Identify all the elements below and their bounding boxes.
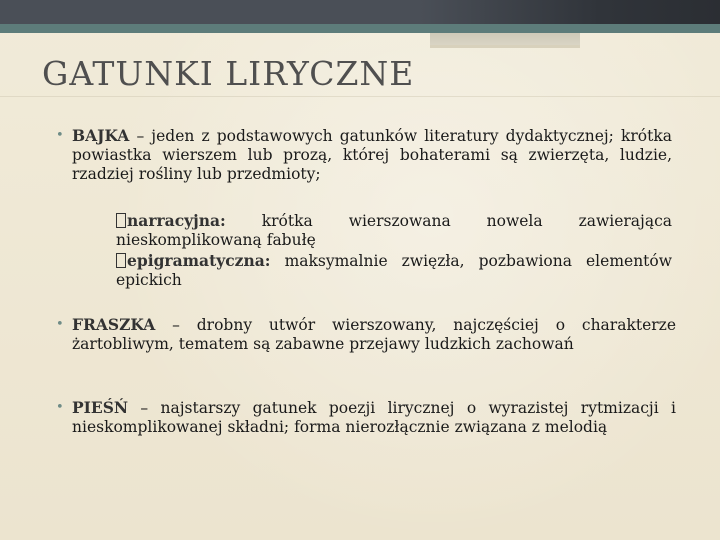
definition-piesn: – najstarszy gatunek poezji lirycznej o wyrazistej rytmizacji i nieskomplikowanej składni; forma nierozłącznie związana z melodią — [72, 399, 676, 436]
definition-narracyjna: krótka wierszowana nowela zawierająca nieskomplikowaną fabułę — [116, 212, 672, 249]
accent-stripe — [0, 24, 720, 33]
term-fraszka: FRASZKA — [72, 315, 156, 334]
definition-fraszka: – drobny utwór wierszowany, najczęściej o charakterze żartobliwym, tematem są zabawne przejawy ludzkich zachowań — [72, 316, 676, 353]
slide-title: GATUNKI LIRYCZNE — [42, 54, 415, 93]
checkbox-glyph-icon — [116, 253, 126, 268]
decor-tab-line — [430, 45, 580, 48]
sub-item-epigramatyczna — [116, 251, 672, 290]
bullet-bajka — [56, 126, 672, 184]
term-epigramatyczna: epigramatyczna: — [127, 251, 271, 270]
definition-bajka: – jeden z podstawowych gatunków literatury dydaktycznej; krótka powiastka wierszem lub prozą, której bohaterami są zwierzęta, ludzie, rzadziej rośliny lub przedmioty; — [72, 127, 672, 183]
top-decor-bar — [0, 0, 720, 24]
bullet-piesn — [56, 398, 676, 437]
checkbox-glyph-icon — [116, 213, 126, 228]
bullet-dot: • — [56, 317, 64, 332]
term-piesn: PIEŚŃ — [72, 398, 129, 417]
title-divider — [0, 96, 720, 97]
bullet-dot: • — [56, 128, 64, 143]
bullet-fraszka — [56, 315, 676, 354]
definition-epigramatyczna: maksymalnie zwięzła, pozbawiona elementów epickich — [116, 252, 672, 289]
top-bar-gloss — [420, 0, 720, 24]
sub-item-narracyjna — [116, 211, 672, 250]
term-narracyjna: narracyjna: — [127, 211, 226, 230]
bullet-dot: • — [56, 400, 64, 415]
term-bajka: BAJKA — [72, 126, 130, 145]
